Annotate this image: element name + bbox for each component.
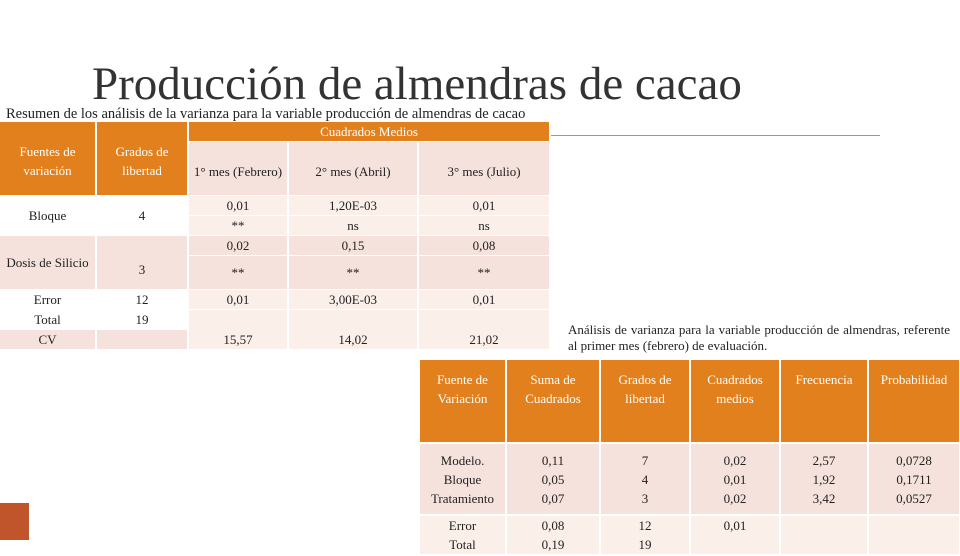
cell-p: 0,0527	[896, 490, 932, 506]
cell-cm: 0,01	[723, 518, 747, 533]
cell-dosis-m3: 0,08	[418, 236, 550, 256]
cell-dosis-m2: 0,15	[288, 236, 418, 256]
anova-febrero-table	[420, 360, 960, 556]
cell-error-m1: 0,01	[188, 290, 288, 310]
table-row	[0, 196, 550, 216]
cell-gl: 4	[641, 471, 649, 487]
cell-suma: 0,05	[541, 471, 565, 487]
cell-bloque-m3-sig: ns	[418, 216, 550, 236]
cell-cm: 0,02	[723, 490, 747, 506]
cell-bloque-m3: 0,01	[418, 196, 550, 216]
row-label-cv: CV	[0, 330, 96, 350]
cell-cv-m2: 14,02	[288, 310, 418, 350]
cell-fuente: Bloque	[443, 471, 482, 487]
cell-dosis-m1-sig: **	[188, 256, 288, 290]
cell-error-gl: 12	[96, 290, 188, 310]
cell-fuente: Modelo.	[440, 452, 485, 468]
cell-bloque-m1: 0,01	[188, 196, 288, 216]
cell-gl: 7	[641, 452, 649, 468]
header-mes3: 3° mes (Julio)	[418, 142, 550, 196]
cell-bloque-gl: 4	[96, 196, 188, 236]
row-label-total: Total	[0, 310, 96, 330]
table-row	[0, 236, 550, 256]
table2-caption: Análisis de varianza para la variable producción de almendras, referente al primer mes (febrero) de evaluación.	[568, 322, 950, 353]
cell-cv-m1: 15,57	[188, 310, 288, 350]
header-grados: Grados de libertad	[96, 142, 188, 196]
header-fuentes: Fuentes de variación	[0, 142, 96, 196]
cell-bloque-m2: 1,20E-03	[288, 196, 418, 216]
cell-bloque-m1-sig: **	[188, 216, 288, 236]
cell-f: 2,57	[812, 452, 836, 468]
side-accent-bar	[0, 503, 29, 540]
header-cuadrados: Cuadrados medios	[690, 360, 780, 443]
table-row	[420, 515, 960, 555]
header-suma: Suma de Cuadrados	[506, 360, 600, 443]
cell-dosis-m2-sig: **	[288, 256, 418, 290]
cell-gl: 19	[638, 537, 652, 552]
cell-p: 0,1711	[896, 471, 932, 487]
table-row	[0, 290, 550, 310]
table-caption: Resumen de los análisis de la varianza para la variable producción de almendras de cacao	[6, 106, 526, 122]
header-fuente: Fuente de Variación	[420, 360, 506, 443]
cell-cv-m3: 21,02	[418, 310, 550, 350]
cell-bloque-m2-sig: ns	[288, 216, 418, 236]
cell-suma: 0,19	[541, 537, 565, 552]
row-label-bloque: Bloque	[0, 196, 96, 236]
cell-cv-gl	[96, 330, 188, 350]
cell-suma: 0,11	[541, 452, 565, 468]
header-mes2: 2° mes (Abril)	[288, 142, 418, 196]
cell-suma: 0,08	[541, 518, 565, 533]
cell-cm: 0,01	[723, 471, 747, 487]
cell-dosis-m3-sig: **	[418, 256, 550, 290]
row-label-dosis: Dosis de Silicio	[0, 236, 96, 290]
cell-p: 0,0728	[896, 452, 932, 468]
header-probabilidad: Probabilidad	[868, 360, 960, 443]
cell-fuente: Tratamiento	[430, 490, 495, 506]
cell-dosis-m1: 0,02	[188, 236, 288, 256]
cell-total-gl: 19	[96, 310, 188, 330]
cell-f: 3,42	[812, 490, 836, 506]
header-frecuencia: Frecuencia	[780, 360, 868, 443]
cell-cm: 0,02	[723, 452, 747, 468]
table-row	[420, 443, 960, 515]
cell-fuente: Total	[449, 537, 476, 552]
group-header-cuadrados-medios: Cuadrados Medios	[188, 122, 550, 142]
anova-summary-table	[0, 122, 551, 350]
cell-error-m2: 3,00E-03	[288, 290, 418, 310]
divider-line	[548, 135, 880, 136]
table-row	[0, 310, 550, 330]
cell-suma: 0,07	[541, 490, 565, 506]
cell-fuente: Error	[448, 518, 477, 533]
page-title: Producción de almendras de cacao	[92, 58, 742, 110]
cell-error-m3: 0,01	[418, 290, 550, 310]
cell-f: 1,92	[812, 471, 836, 487]
cell-gl: 12	[638, 518, 652, 533]
cell-gl: 3	[641, 490, 649, 506]
header-mes1: 1° mes (Febrero)	[188, 142, 288, 196]
cell-dosis-gl: 3	[96, 236, 188, 290]
row-label-error: Error	[0, 290, 96, 310]
header-grados: Grados de libertad	[600, 360, 690, 443]
